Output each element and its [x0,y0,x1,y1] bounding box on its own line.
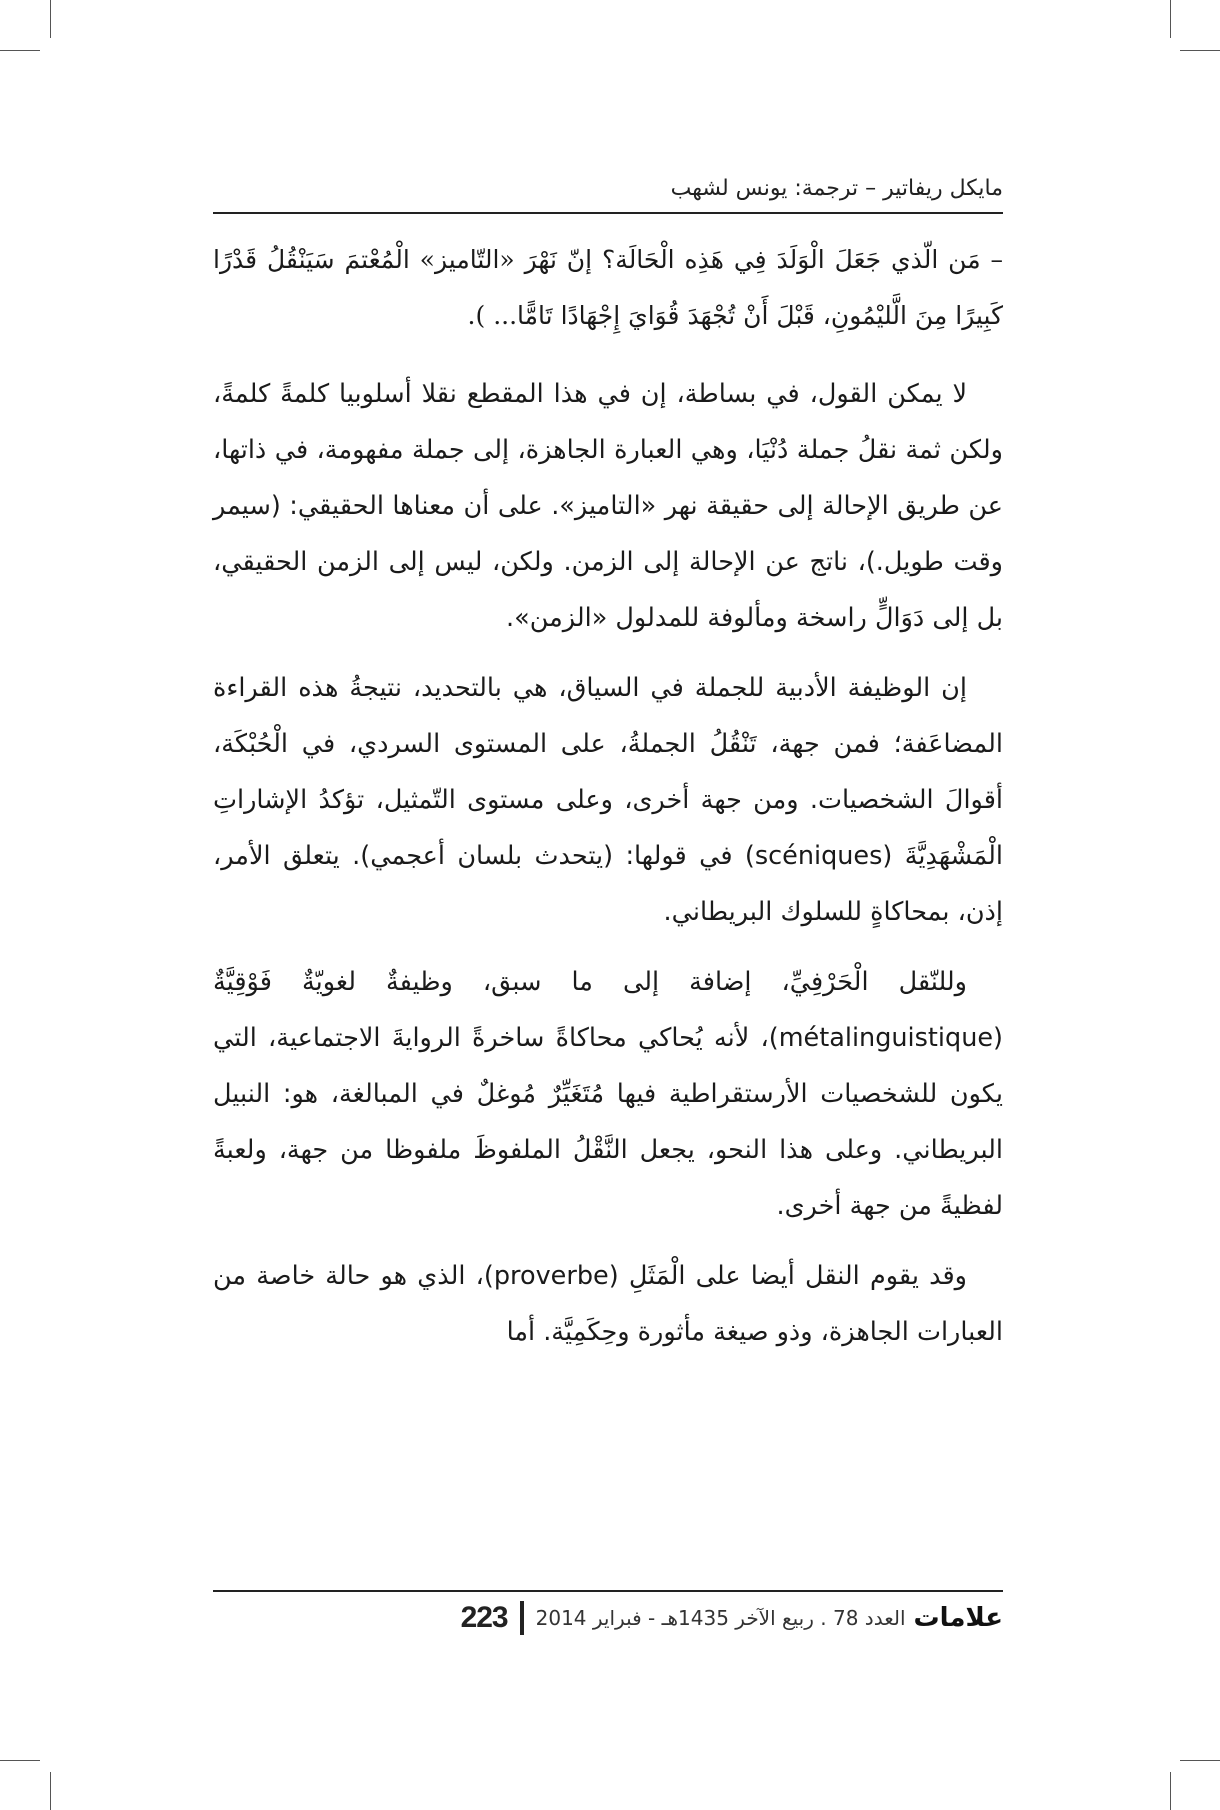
footer-content [461,1601,1003,1635]
body-text [213,232,1003,1374]
footer [213,1598,1003,1638]
page-number: 223 [460,1601,508,1634]
issue-info: العدد 78 . ربيع الآخر 1435هـ - فبراير 2014 [535,1606,906,1630]
crop-mark [0,50,40,51]
crop-mark [50,0,51,38]
running-head: مايكل ريفاتير – ترجمة: يونس لشهب [670,176,1003,201]
quote-paragraph: – مَن الّذي جَعَلَ الْوَلَدَ فِي هَذِه الْحَالَة؟ إنّ نَهْرَ «التّاميز» الْمُعْتمَ سَيَنْقُلُ قَدْرًا كَبِيرًا مِنَ الَّليْمُونِ، قَبْلَ أَنْ تُجْهَدَ قُوَايَ إِجْهَادًا تَامًّا... ). [213,245,1003,330]
crop-mark [1180,50,1220,51]
footer-rule [213,1590,1003,1592]
footer-divider [520,1601,524,1635]
paragraph: وللنّقل الْحَرْفِيِّ، إضافة إلى ما سبق، وظيفةٌ لغويّةٌ فَوْقِيَّةٌ (métalinguistique)، لأنه يُحاكي محاكاةً ساخرةً الروايةَ الاجتماعية، التي يكون للشخصيات الأرستقراطية فيها مُتَغَيِّرٌ مُوغلٌ في المبالغة، هو: النبيل البريطاني. وعلى هذا النحو، يجعل النَّقْلُ الملفوظَ ملفوظا من جهة، ولعبةً لفظيةً من جهة أخرى. [213,967,1003,1221]
header-rule [213,212,1003,214]
crop-mark [50,1772,51,1810]
crop-mark [1170,1772,1171,1810]
paragraph: لا يمكن القول، في بساطة، إن في هذا المقطع نقلا أسلوبيا كلمةً كلمةً، ولكن ثمة نقلُ جملة دُنْيَا، وهي العبارة الجاهزة، إلى جملة مفهومة، في ذاتها، عن طريق الإحالة إلى حقيقة نهر «التاميز». على أن معناها الحقيقي: (سيمر وقت طويل.)، ناتج عن الإحالة إلى الزمن. ولكن، ليس إلى الزمن الحقيقي، بل إلى دَوَالٍّ راسخة ومألوفة للمدلول «الزمن». [213,379,1003,633]
crop-mark [1180,1760,1220,1761]
crop-mark [1170,0,1171,38]
page [213,0,1003,1810]
crop-mark [0,1760,40,1761]
journal-logo: علامات [913,1603,1003,1633]
paragraph: إن الوظيفة الأدبية للجملة في السياق، هي بالتحديد، نتيجةُ هذه القراءة المضاعَفة؛ فمن جهة، تَنْقُلُ الجملةُ، على المستوى السردي، في الْحُبْكَة، أقوالَ الشخصيات. ومن جهة أخرى، وعلى مستوى التّمثيل، تؤكدُ الإشاراتِ الْمَشْهَدِيَّةَ (scéniques) في قولها: (يتحدث بلسان أعجمي). يتعلق الأمر، إذن، بمحاكاةٍ للسلوك البريطاني. [213,673,1003,927]
paragraph: وقد يقوم النقل أيضا على الْمَثَلِ (proverbe)، الذي هو حالة خاصة من العبارات الجاهزة، وذو صيغة مأثورة وحِكَمِيَّة. أما [213,1261,1003,1347]
